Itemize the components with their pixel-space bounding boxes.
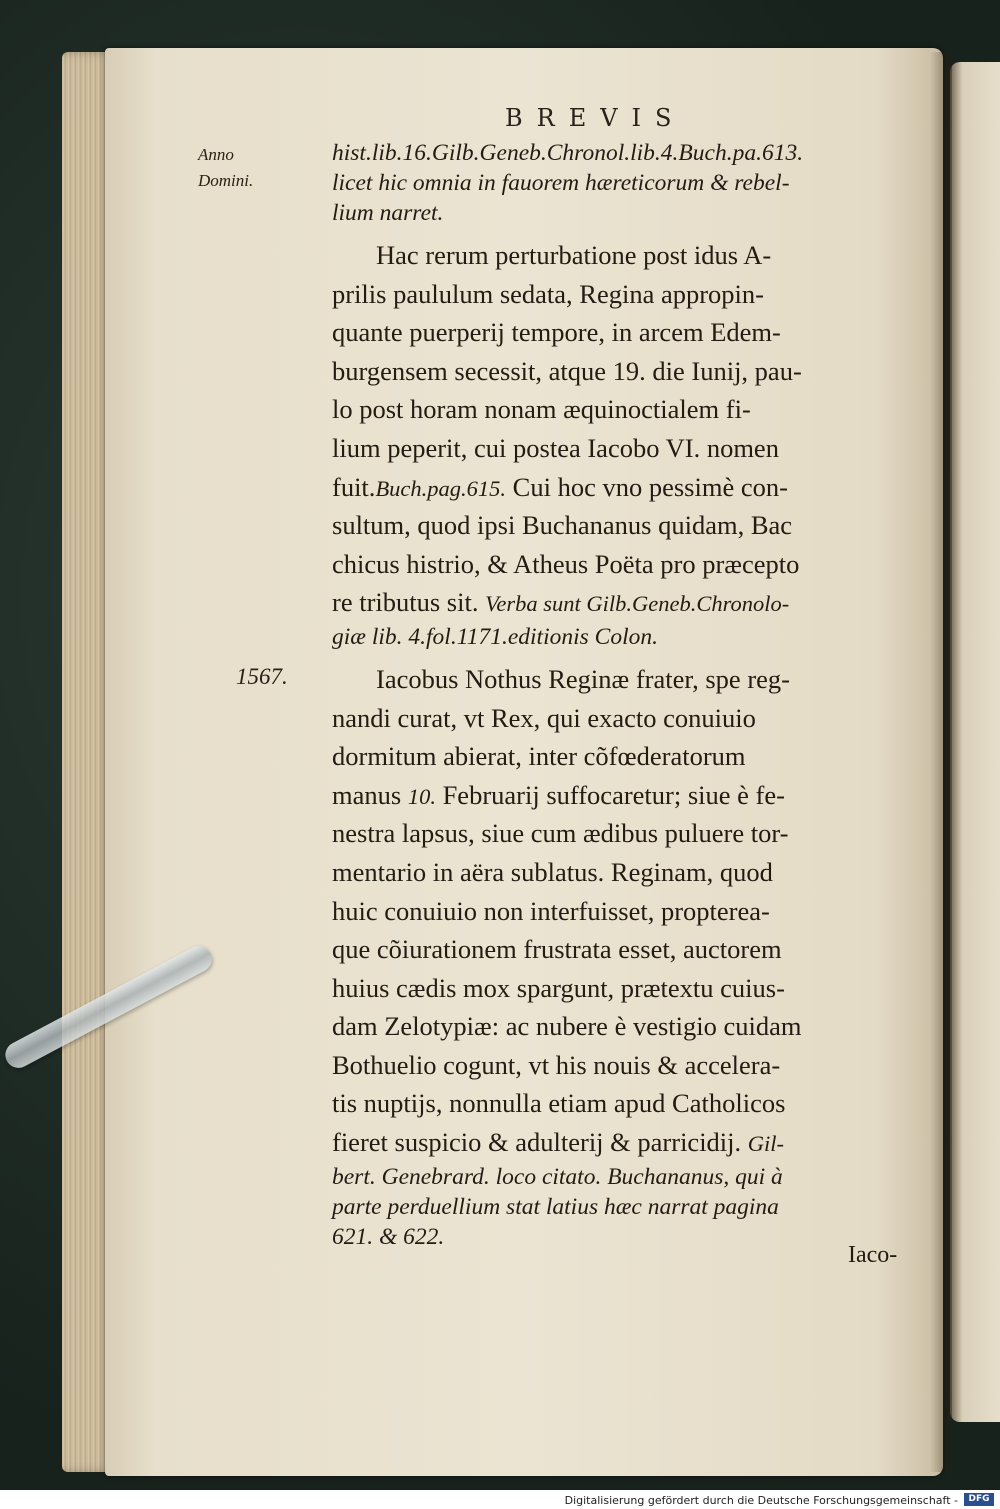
text-line: lium peperit, cui postea Iacobo VI. nomen [332,432,779,463]
text-line: lium narret. [332,200,444,226]
citation: Verba sunt Gilb.Geneb.Chronolo- [485,591,790,617]
text-segment: Februarij suffocaretur; siue è fe- [442,779,785,810]
text-line: sultum, quod ipsi Buchananus quidam, Bac [332,510,793,541]
body-text [332,138,912,1252]
text-segment: re tributus sit. [332,587,479,618]
text-line [332,776,912,815]
text-line: huius cædis mox spargunt, prætextu cuius- [332,972,785,1003]
text-line [332,1123,912,1162]
text-line [332,468,912,507]
margin-note-year: 1567. [236,664,288,689]
text-line [332,583,912,622]
text-line: Iacobus Nothus Reginæ frater, spe reg- [376,663,790,694]
text-line: mentario in aëra sublatus. Reginam, quod [332,856,773,887]
text-line: quante puerperij tempore, in arcem Edem- [332,317,781,348]
citation: Buch.pag.615. [375,475,507,501]
text-line: prilis paululum sedata, Regina appropin- [332,278,764,309]
facing-page-edge [950,62,1000,1422]
text-line: bert. Genebrard. loco citato. Buchananus, qui à [332,1163,783,1190]
text-segment: fuit. [332,471,376,502]
text-line: hist.lib.16.Gilb.Geneb.Chronol.lib.4.Buch.pa.613. [332,140,804,166]
text-line: 621. & 622. [332,1223,445,1250]
text-line: tis nuptijs, nonnulla etiam apud Catholicos [332,1088,786,1119]
text-line: parte perduellium stat latius hæc narrat pagina [332,1193,779,1220]
text-line: burgensem secessit, atque 19. die Iunij, pau- [332,355,802,386]
running-head: BREVIS [505,104,686,132]
dfg-logo: DFG [964,1493,994,1506]
text-line: Bothuelio cogunt, vt his nouis & accelera- [332,1049,781,1080]
text-line: dam Zelotypiæ: ac nubere è vestigio cuidam [332,1011,802,1042]
credit-text: Digitalisierung gefördert durch die Deutsche Forschungsgemeinschaft - [564,1494,958,1507]
text-line: nestra lapsus, siue cum ædibus puluere tor- [332,818,789,849]
text-line: nandi curat, vt Rex, qui exacto conuiuio [332,702,756,733]
citation: 10. [407,783,436,809]
spine-shadow [930,52,952,1472]
text-line: chicus histrio, & Atheus Poëta pro præcepto [332,548,800,579]
text-segment: Cui hoc vno pessimè con- [512,471,788,502]
margin-note-anno-domini: Anno Domini. [198,145,254,190]
text-line: giæ lib. 4.fol.1171.editionis Colon. [332,623,658,650]
text-segment: fieret suspicio & adulterij & parricidij. [332,1127,742,1158]
text-line: Hac rerum perturbatione post idus A- [376,240,772,270]
text-line: dormitum abierat, inter cõfœderatorum [332,741,746,772]
text-segment: manus [332,779,402,810]
text-line: huic conuiuio non interfuisset, propterea- [332,895,770,926]
citation: Gil- [747,1131,785,1157]
text-line: que cõiurationem frustrata esset, auctorem [332,934,782,965]
text-line: lo post horam nonam æquinoctialem fi- [332,394,751,425]
catchword: Iaco- [848,1242,898,1268]
text-line: licet hic omnia in fauorem hæreticorum & rebel- [332,170,790,196]
